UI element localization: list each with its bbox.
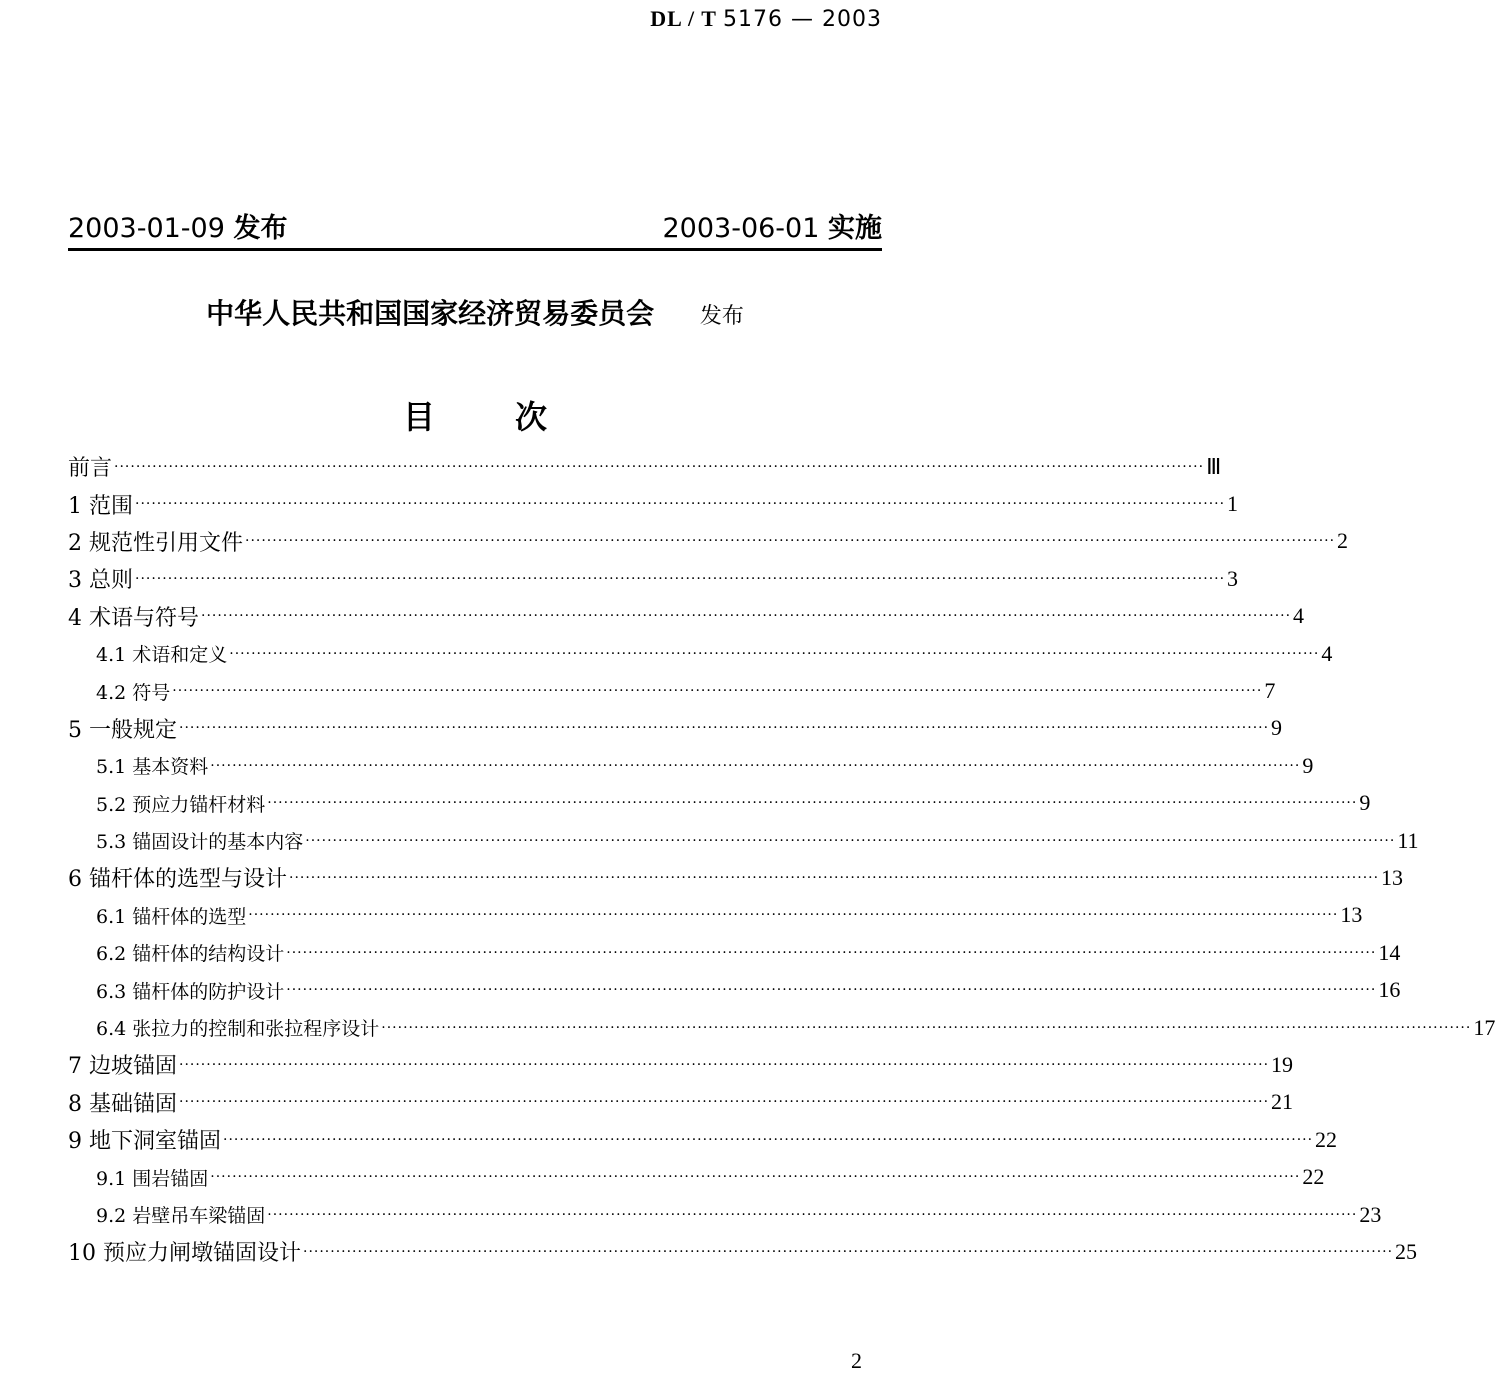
toc-title: 目次	[402, 398, 627, 436]
toc-entry[interactable]	[68, 822, 1419, 859]
dates-row	[68, 206, 882, 245]
toc-entry-label: 9 地下洞室锚固	[68, 1129, 221, 1155]
toc-entry[interactable]	[68, 485, 1239, 522]
toc-entry-page: 1	[1227, 491, 1239, 517]
release-date: 2003-01-09	[68, 213, 225, 244]
toc-entry[interactable]	[68, 897, 1363, 934]
toc-leader-dots: ········································································································································································································	[267, 795, 1358, 812]
toc-entry[interactable]	[68, 598, 1305, 635]
standard-prefix: DL / T	[650, 6, 717, 31]
toc-entry-label: 4.2 符号	[96, 681, 171, 704]
toc-leader-dots: ········································································································································································································	[172, 683, 1263, 700]
toc-leader-dots: ········································································································································································································	[179, 720, 1270, 737]
toc-entry-page: 13	[1340, 902, 1363, 928]
table-of-contents	[68, 448, 1496, 1271]
toc-entry-label: 4 术语与符号	[68, 605, 199, 631]
header-rule	[68, 248, 882, 251]
release-label: 发布	[233, 213, 288, 244]
toc-entry-page: 23	[1359, 1201, 1382, 1227]
toc-entry[interactable]	[68, 1046, 1294, 1083]
effective-date: 2003-06-01	[662, 213, 820, 244]
issuer-line	[0, 292, 950, 332]
toc-entry-label: 5.2 预应力锚杆材料	[96, 793, 266, 816]
toc-entry-page: 21	[1271, 1089, 1294, 1115]
toc-entry[interactable]	[68, 1196, 1382, 1233]
toc-entry-label: 8 基础锚固	[68, 1091, 177, 1117]
toc-leader-dots: ········································································································································································································	[210, 1169, 1301, 1186]
issuer-action: 发布	[699, 304, 744, 329]
toc-entry-label: 9.1 围岩锚固	[96, 1167, 209, 1190]
toc-entry[interactable]	[68, 1084, 1294, 1121]
toc-leader-dots: ········································································································································································································	[223, 1131, 1314, 1148]
toc-entry[interactable]	[68, 934, 1401, 971]
toc-entry-page: 16	[1378, 977, 1401, 1003]
toc-entry-label: 6.4 张拉力的控制和张拉程序设计	[96, 1018, 380, 1041]
toc-entry-label: 4.1 术语和定义	[96, 644, 228, 667]
toc-entry[interactable]	[68, 635, 1333, 672]
toc-entry-label: 5 一般规定	[68, 717, 177, 743]
toc-entry[interactable]	[68, 560, 1239, 597]
toc-leader-dots: ········································································································································································································	[201, 608, 1292, 625]
standard-code	[650, 6, 882, 32]
release-date-block	[68, 206, 288, 245]
toc-entry-label: 5.3 锚固设计的基本内容	[96, 831, 304, 854]
toc-entry-label: 1 范围	[68, 493, 133, 519]
toc-entry-page: 9	[1359, 790, 1371, 816]
toc-entry-label: 6 锚杆体的选型与设计	[68, 867, 287, 893]
toc-entry-page: 7	[1264, 678, 1276, 704]
toc-leader-dots: ········································································································································································································	[179, 1094, 1270, 1111]
effective-label: 实施	[828, 213, 882, 244]
toc-entry-label: 2 规范性引用文件	[68, 530, 243, 556]
toc-entry-page: 11	[1397, 827, 1419, 853]
toc-entry-page: 22	[1315, 1126, 1338, 1152]
toc-entry-page: 9	[1271, 715, 1283, 741]
toc-entry[interactable]	[68, 448, 1222, 485]
toc-entry-label: 6.1 锚杆体的选型	[96, 905, 247, 928]
toc-entry-label: 前言	[68, 456, 113, 482]
toc-leader-dots: ········································································································································································································	[267, 1206, 1358, 1223]
toc-leader-dots: ········································································································································································································	[286, 982, 1377, 999]
toc-leader-dots: ········································································································································································································	[245, 533, 1336, 550]
effective-date-block	[662, 206, 882, 245]
toc-entry[interactable]	[68, 859, 1404, 896]
toc-entry[interactable]	[68, 747, 1314, 784]
toc-entry-page: Ⅲ	[1206, 453, 1222, 479]
toc-entry-label: 7 边坡锚固	[68, 1054, 177, 1080]
toc-entry[interactable]	[68, 710, 1283, 747]
toc-leader-dots: ········································································································································································································	[114, 458, 1205, 475]
toc-entry-label: 6.2 锚杆体的结构设计	[96, 943, 285, 966]
toc-entry-page: 2	[1337, 528, 1349, 554]
toc-entry[interactable]	[68, 672, 1276, 709]
toc-leader-dots: ········································································································································································································	[210, 757, 1301, 774]
toc-entry-page: 17	[1473, 1014, 1496, 1040]
standard-number: 5176 — 2003	[723, 7, 882, 32]
toc-entry-label: 6.3 锚杆体的防护设计	[96, 980, 285, 1003]
toc-entry-page: 9	[1302, 752, 1314, 778]
toc-entry-page: 3	[1227, 565, 1239, 591]
page-number: 2	[851, 1348, 862, 1373]
toc-leader-dots: ········································································································································································································	[286, 944, 1377, 961]
toc-entry-page: 25	[1395, 1238, 1418, 1264]
toc-leader-dots: ········································································································································································································	[179, 1056, 1270, 1073]
toc-leader-dots: ········································································································································································································	[381, 1019, 1472, 1036]
issuer-organization: 中华人民共和国国家经济贸易委员会	[206, 297, 655, 330]
toc-entry-page: 4	[1293, 603, 1305, 629]
toc-leader-dots: ········································································································································································································	[303, 1243, 1394, 1260]
toc-entry[interactable]	[68, 1009, 1496, 1046]
toc-leader-dots: ········································································································································································································	[229, 645, 1320, 662]
toc-leader-dots: ········································································································································································································	[289, 869, 1380, 886]
toc-entry-label: 10 预应力闸墩锚固设计	[68, 1241, 301, 1267]
toc-entry-page: 14	[1378, 939, 1401, 965]
toc-entry-page: 22	[1302, 1164, 1325, 1190]
toc-entry-label: 3 总则	[68, 568, 133, 594]
toc-entry-page: 19	[1271, 1051, 1294, 1077]
toc-entry[interactable]	[68, 1121, 1338, 1158]
toc-entry[interactable]	[68, 1233, 1418, 1270]
toc-leader-dots: ········································································································································································································	[305, 832, 1396, 849]
toc-entry-label: 5.1 基本资料	[96, 756, 209, 779]
toc-entry[interactable]	[68, 1158, 1325, 1195]
toc-leader-dots: ········································································································································································································	[135, 496, 1226, 513]
toc-leader-dots: ········································································································································································································	[248, 907, 1339, 924]
toc-entry[interactable]	[68, 523, 1349, 560]
toc-leader-dots: ········································································································································································································	[135, 570, 1226, 587]
toc-entry[interactable]	[68, 785, 1371, 822]
toc-entry-page: 4	[1321, 640, 1333, 666]
toc-entry[interactable]	[68, 971, 1401, 1008]
toc-entry-page: 13	[1381, 864, 1404, 890]
toc-entry-label: 9.2 岩壁吊车梁锚固	[96, 1205, 266, 1227]
